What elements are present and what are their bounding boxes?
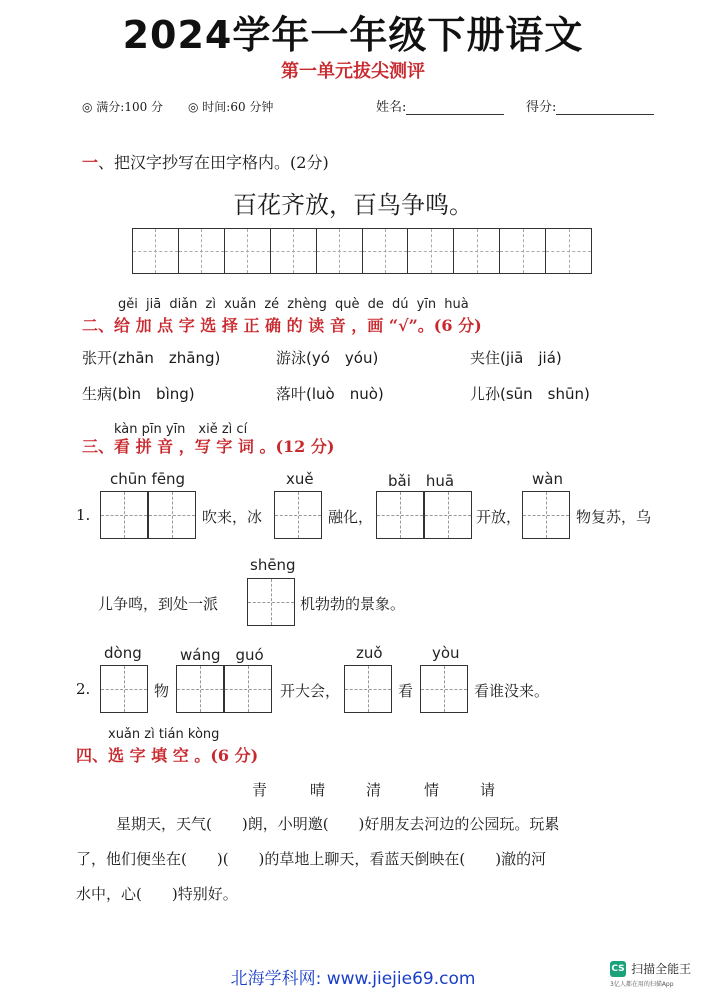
q3-number: 三、 [82,437,115,456]
q3-1-number: 1. [76,506,91,524]
footer-site[interactable]: 北海学科网: www.jiejie69.com [230,969,476,989]
answer-box[interactable] [148,491,196,539]
q3-2-number: 2. [76,680,91,698]
name-label: 姓名: [376,100,407,115]
q2-item[interactable]: 生病(bìn bìng) [82,385,195,403]
time-limit: ◎ 时间:60 分钟 [188,100,274,114]
q1-sentence: 百花齐放，百鸟争鸣。 [233,191,473,219]
score-label: 得分: [526,100,557,115]
q4-heading [76,743,258,766]
q1-text: 、把汉字抄写在田字格内。(2分) [98,153,329,172]
answer-box[interactable] [176,665,224,713]
q4-text: 选 字 填 空 。 [108,746,211,765]
q4-pinyin: xuǎn zì tián kòng [108,727,220,742]
camscanner-name: 扫描全能王 [631,962,692,976]
score-field[interactable] [526,96,654,115]
q3-score: (12 分) [275,437,335,456]
q2-item[interactable]: 张开(zhān zhāng) [82,349,221,367]
name-field[interactable] [376,96,504,115]
q3-1-pinyin-c: bǎi huā [388,472,455,490]
camscanner-watermark [610,958,691,988]
answer-box[interactable] [376,491,424,539]
page-subtitle: 第一单元拔尖测评 [281,61,425,82]
q3-1b-pinyin: shēng [250,556,296,574]
q3-1-seg: 物复苏，乌 [576,508,652,526]
q4-number: 四、 [76,746,109,765]
q2-item[interactable]: 夹住(jiā jiá) [470,349,562,367]
q1-heading [82,150,329,173]
q4-paragraph-line: 星期天，天气( )朗，小明邀( )好朋友去河边的公园玩。玩累 [116,815,560,833]
choice-char: 情 [424,781,440,799]
q2-item[interactable]: 落叶(luò nuò) [276,385,384,403]
q3-heading [82,434,334,457]
q2-item[interactable]: 游泳(yó yóu) [276,349,379,367]
q1-number: 一 [82,153,99,172]
q3-2-seg: 看 [398,682,414,700]
q2-pinyin: gěi jiā diǎn zì xuǎn zé zhèng què de dú yīn huà [118,297,469,312]
q3-1b-suffix: 机勃勃的景象。 [300,595,406,613]
q3-2-seg: 开大会， [280,682,341,700]
choice-char: 请 [480,781,496,799]
q3-1b-prefix: 儿争鸣，到处一派 [98,595,219,613]
choice-char: 清 [366,781,382,799]
answer-box[interactable] [100,665,148,713]
answer-box[interactable] [344,665,392,713]
q4-score: (6 分) [210,746,259,765]
q4-paragraph-line: 水中，心( )特别好。 [76,885,238,903]
q2-number: 二、 [82,316,115,335]
q3-pinyin: kàn pīn yīn xiě zì cí [114,422,248,437]
q3-2-pinyin-d: yòu [432,644,460,662]
q2-item[interactable]: 儿孙(sūn shūn) [470,385,590,403]
q3-2-seg: 看谁没来。 [474,682,550,700]
camscanner-logo-icon: CS [610,961,626,977]
q3-2-pinyin-c: zuǒ [356,644,383,662]
q2-text: 给 加 点 字 选 择 正 确 的 读 音 ，画 “√”。 [114,316,434,335]
answer-box[interactable] [274,491,322,539]
q2-heading [82,313,482,336]
answer-box[interactable] [522,491,570,539]
answer-box[interactable] [100,491,148,539]
page-title: 2024学年一年级下册语文 [122,13,584,57]
q3-1-seg: 吹来，冰 [202,508,263,526]
q3-1-pinyin-b: xuě [286,470,314,488]
q3-2-pinyin-b: wáng guó [180,646,264,664]
q3-1-seg: 开放， [476,508,522,526]
choice-char: 青 [252,781,268,799]
full-marks: ◎ 满分:100 分 [82,100,164,114]
q2-score: (6 分) [433,316,482,335]
q3-1-pinyin-a: chūn fēng [110,470,186,488]
q3-2-seg: 物 [154,682,170,700]
q3-text: 看 拼 音 ，写 字 词 。 [114,437,276,456]
camscanner-tagline: 3亿人都在用的扫描App [610,981,674,988]
answer-box[interactable] [247,578,295,626]
answer-box[interactable] [424,491,472,539]
answer-box[interactable] [224,665,272,713]
q4-paragraph-line: 了，他们便坐在( )( )的草地上聊天，看蓝天倒映在( )澈的河 [76,850,547,868]
choice-char: 晴 [310,781,326,799]
q3-1-pinyin-d: wàn [532,470,563,488]
answer-box[interactable] [420,665,468,713]
writing-grid[interactable] [132,228,592,274]
q3-2-pinyin-a: dòng [104,644,142,662]
q3-1-seg: 融化， [328,508,374,526]
